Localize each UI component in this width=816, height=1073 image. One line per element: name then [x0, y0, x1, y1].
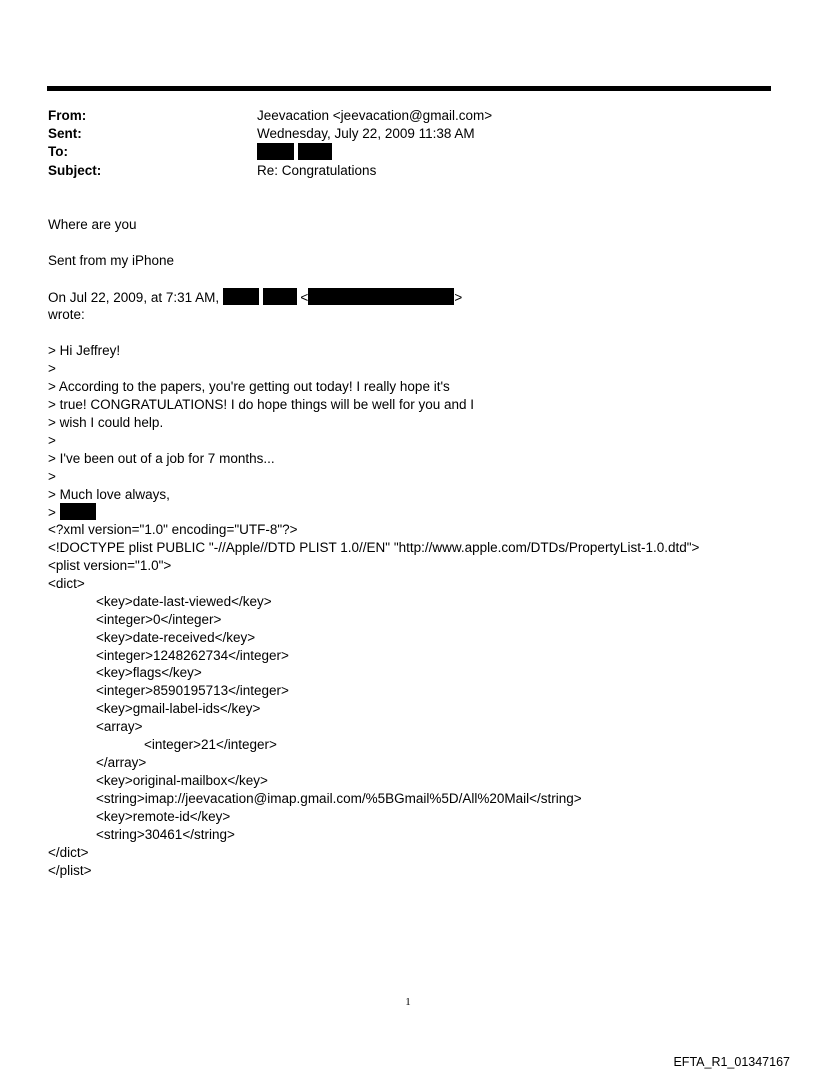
plist-line: </plist>: [48, 863, 92, 878]
plist-line: <string>30461</string>: [96, 827, 235, 842]
plist-line: <integer>0</integer>: [96, 612, 222, 627]
quoted-line: > true! CONGRATULATIONS! I do hope things will be well for you and I: [48, 397, 475, 412]
page-number: 1: [405, 996, 411, 1008]
quoted-line: > wish I could help.: [48, 415, 164, 430]
quoted-line: >: [48, 361, 56, 376]
plist-line: </dict>: [48, 845, 89, 860]
quoted-line: >: [48, 469, 56, 484]
quoted-line: > According to the papers, you're getting out today! I really hope it's: [48, 379, 450, 394]
from-value: Jeevacation <jeevacation@gmail.com>: [257, 108, 493, 123]
redaction-block: [223, 288, 259, 305]
plist-line: <key>date-received</key>: [96, 630, 256, 645]
plist-line: <integer>1248262734</integer>: [96, 648, 289, 663]
redaction-block: [308, 288, 454, 305]
plist-line: <array>: [96, 719, 143, 734]
plist-line: <key>original-mailbox</key>: [96, 773, 268, 788]
plist-line: <plist version="1.0">: [48, 558, 172, 573]
quoted-line: >: [48, 433, 56, 448]
quoted-signature: [48, 503, 96, 522]
bates-number: EFTA_R1_01347167: [673, 1055, 790, 1069]
plist-line: <!DOCTYPE plist PUBLIC "-//Apple//DTD PLIST 1.0//EN" "http://www.apple.com/DTDs/PropertyList-1.0.dtd">: [48, 540, 700, 555]
body-line: Sent from my iPhone: [48, 253, 175, 268]
sig-prefix: >: [48, 505, 56, 520]
quote-intro: [48, 288, 462, 307]
plist-line: <key>flags</key>: [96, 665, 202, 680]
plist-line: <?xml version="1.0" encoding="UTF-8"?>: [48, 522, 298, 537]
subject-label: Subject:: [48, 163, 102, 178]
redaction-block: [263, 288, 297, 305]
plist-line: <integer>8590195713</integer>: [96, 683, 289, 698]
quote-intro-lt: <: [300, 290, 309, 305]
plist-line: <key>date-last-viewed</key>: [96, 594, 272, 609]
quoted-line: > I've been out of a job for 7 months...: [48, 451, 275, 466]
to-value: [257, 143, 332, 162]
quote-intro-wrote: wrote:: [48, 307, 85, 322]
sent-label: Sent:: [48, 126, 82, 141]
sent-value: Wednesday, July 22, 2009 11:38 AM: [257, 126, 475, 141]
from-label: From:: [48, 108, 87, 123]
redaction-block: [60, 503, 96, 520]
to-label: To:: [48, 144, 68, 159]
body-line: Where are you: [48, 217, 137, 232]
plist-line: </array>: [96, 755, 147, 770]
redaction-block: [298, 143, 332, 160]
plist-line: <key>remote-id</key>: [96, 809, 231, 824]
header-rule: [47, 86, 771, 91]
plist-line: <dict>: [48, 576, 85, 591]
redaction-block: [257, 143, 294, 160]
plist-line: <string>imap://jeevacation@imap.gmail.com/%5BGmail%5D/All%20Mail</string>: [96, 791, 582, 806]
quoted-line: > Hi Jeffrey!: [48, 343, 121, 358]
plist-line: <key>gmail-label-ids</key>: [96, 701, 261, 716]
quote-intro-gt: >: [454, 290, 463, 305]
plist-line: <integer>21</integer>: [144, 737, 277, 752]
subject-value: Re: Congratulations: [257, 163, 377, 178]
quoted-line: > Much love always,: [48, 487, 170, 502]
quote-intro-prefix: On Jul 22, 2009, at 7:31 AM,: [48, 290, 220, 305]
